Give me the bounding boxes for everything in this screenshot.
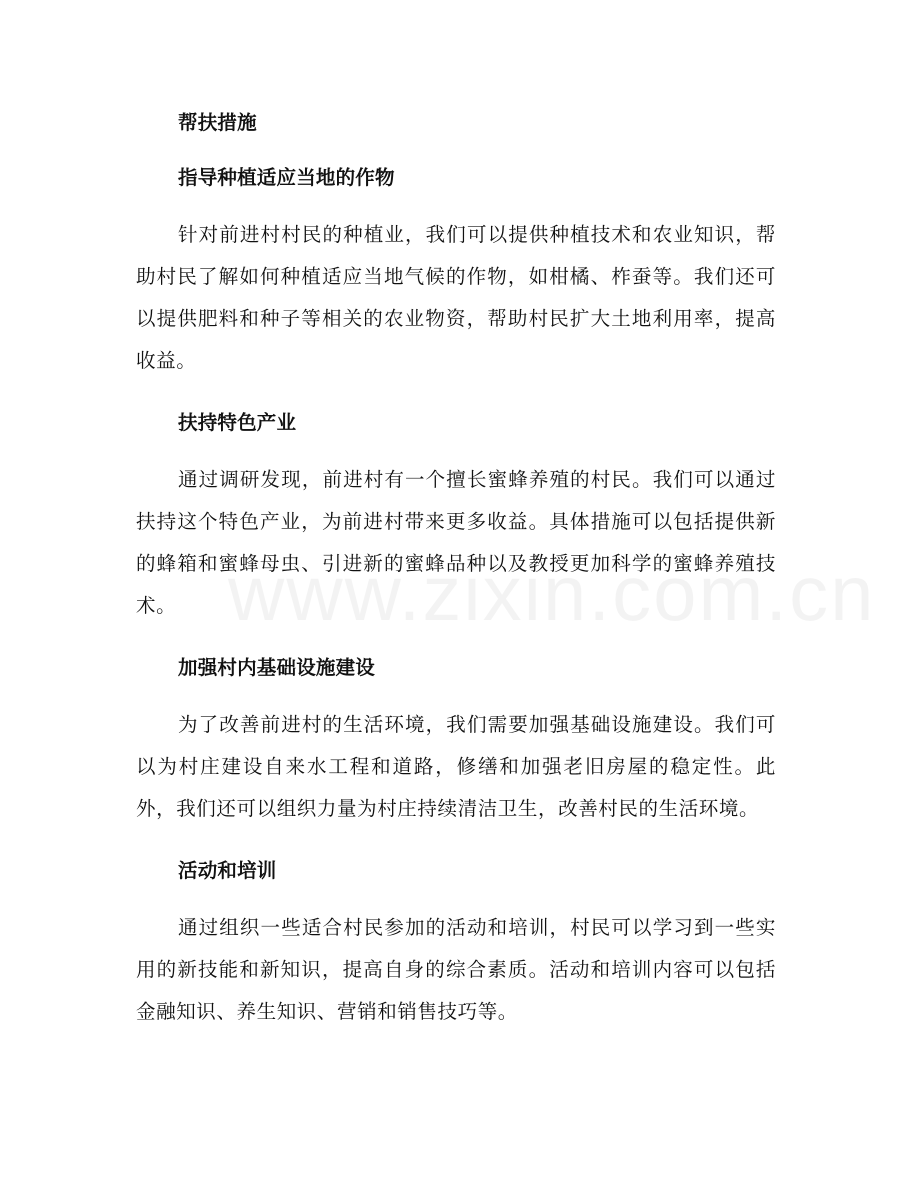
document-body <box>136 108 776 1033</box>
paragraph-special-industry: 通过调研发现，前进村有一个擅长蜜蜂养殖的村民。我们可以通过扶持这个特色产业，为前进村带来更多收益。具体措施可以包括提供新的蜂箱和蜜蜂母虫、引进新的蜜蜂品种以及教授更加科学的蜜蜂养殖技术。 <box>136 468 776 617</box>
paragraph-infrastructure: 为了改善前进村的生活环境，我们需要加强基础设施建设。我们可以为村庄建设自来水工程和道路，修缮和加强老旧房屋的稳定性。此外，我们还可以组织力量为村庄持续清洁卫生，改善村民的生活环境。 <box>136 713 776 820</box>
paragraph-crop-guidance: 针对前进村村民的种植业，我们可以提供种植技术和农业知识，帮助村民了解如何种植适应当地气候的作物，如柑橘、柞蚕等。我们还可以提供肥料和种子等相关的农业物资，帮助村民扩大土地利用率，提高收益。 <box>136 223 776 372</box>
heading-infrastructure: 加强村内基础设施建设 <box>178 656 376 679</box>
paragraph-activities-training: 通过组织一些适合村民参加的活动和培训，村民可以学习到一些实用的新技能和新知识，提高自身的综合素质。活动和培训内容可以包括金融知识、养生知识、营销和销售技巧等。 <box>136 916 776 1023</box>
section-title-support-measures: 帮扶措施 <box>178 111 257 134</box>
heading-crop-guidance: 指导种植适应当地的作物 <box>178 166 395 189</box>
heading-activities-training: 活动和培训 <box>178 859 277 882</box>
heading-special-industry: 扶持特色产业 <box>178 411 297 434</box>
